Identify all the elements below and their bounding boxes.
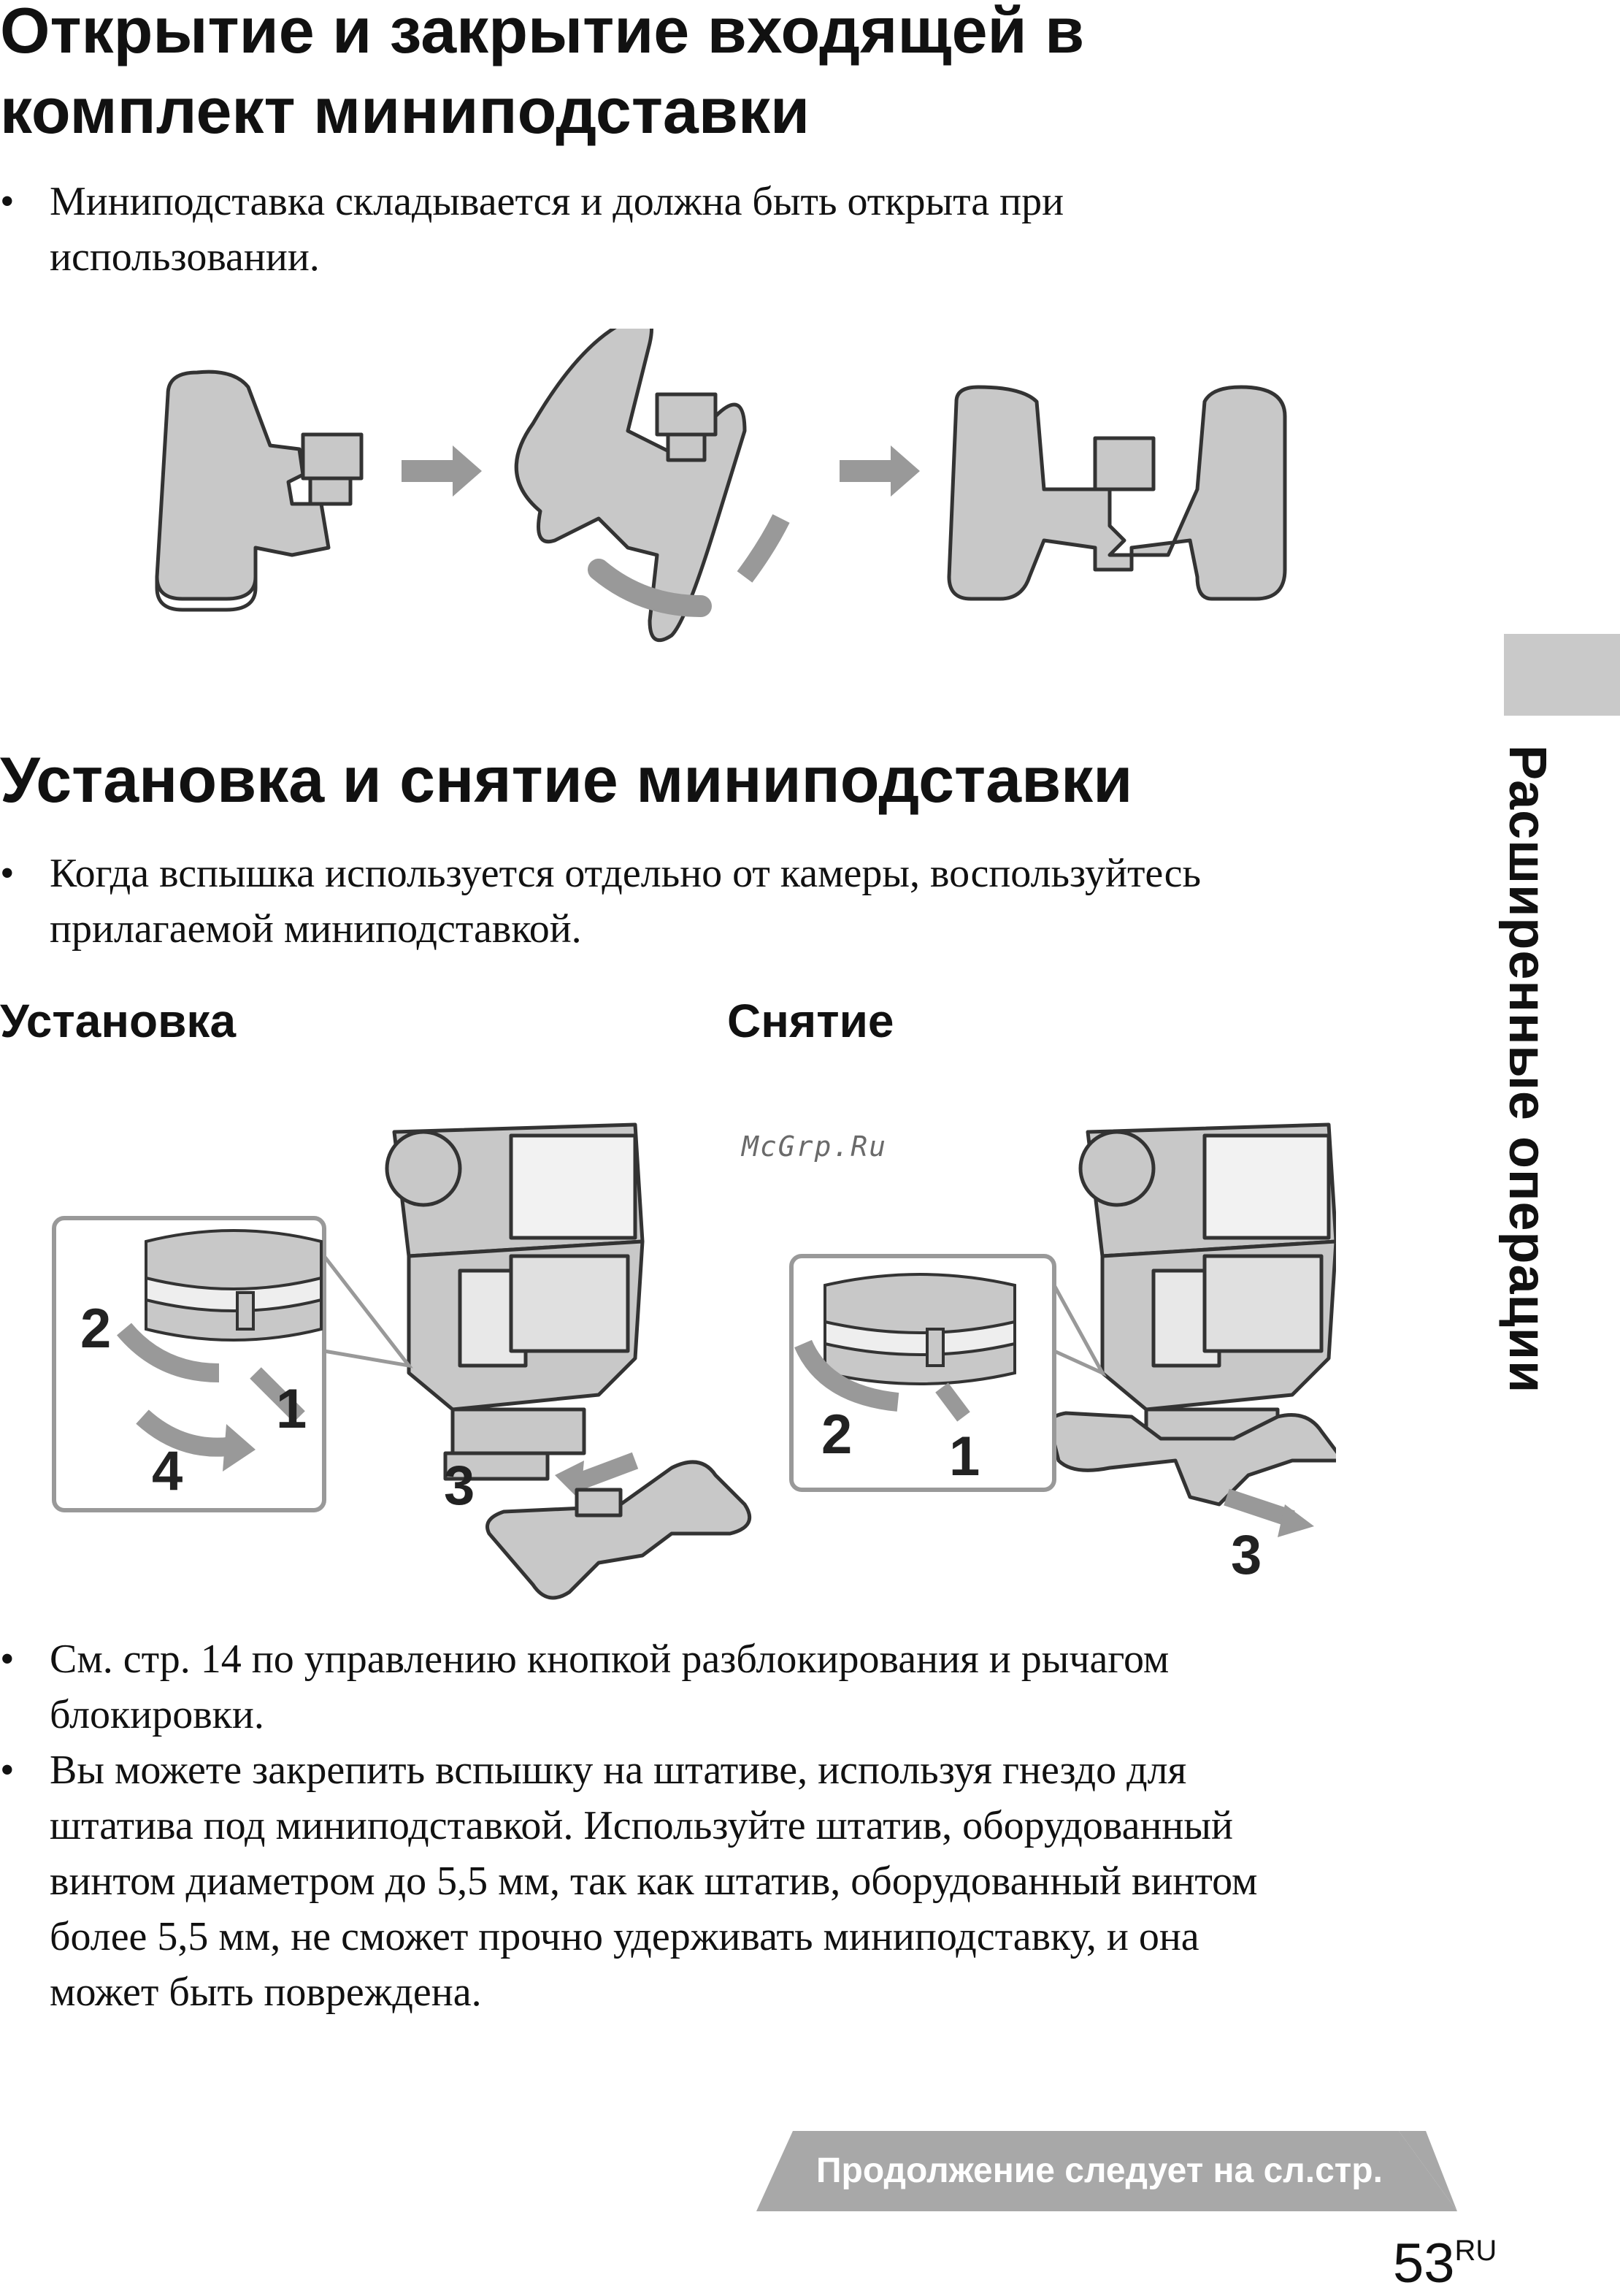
remove-step-1: 1	[949, 1426, 980, 1488]
page-number	[1393, 2232, 1497, 2296]
page-number-value: 53	[1393, 2232, 1455, 2295]
section2-title: Установка и снятие миниподставки	[0, 743, 1133, 816]
note-2-line4: более 5,5 мм, не сможет прочно удерживать миниподставку, и она	[50, 1914, 1199, 1959]
section2-bullet-line2: прилагаемой миниподставкой.	[50, 906, 582, 952]
side-section-label	[1483, 745, 1571, 1519]
watermark: McGrp.Ru	[742, 1130, 888, 1163]
install-illustration	[44, 1110, 767, 1607]
bullet-dot: •	[0, 851, 15, 896]
note-2-line3: винтом диаметром до 5,5 мм, так как штатив, оборудованный винтом	[50, 1859, 1258, 1904]
section1-title-line2: комплект миниподставки	[0, 74, 810, 147]
install-step-1: 1	[276, 1378, 307, 1440]
remove-step-2: 2	[821, 1404, 853, 1466]
note-2-line1: Вы можете закрепить вспышку на штативе, используя гнездо для	[50, 1748, 1187, 1793]
install-heading: Установка	[0, 995, 237, 1047]
section1-bullet-line1: Миниподставка складывается и должна быть открыта при	[50, 179, 1064, 224]
section1-bullet-line2: использовании.	[50, 234, 320, 280]
section1-bullet	[0, 174, 1453, 285]
mini-stand-opening-illustration	[146, 329, 1314, 650]
note-2	[0, 1742, 1453, 2020]
note-2-line5: может быть повреждена.	[50, 1970, 482, 2015]
note-1-line1: См. стр. 14 по управлению кнопкой разблокирования и рычагом	[50, 1637, 1170, 1682]
section1-title-line1: Открытие и закрытие входящей в	[0, 0, 1085, 66]
note-1	[0, 1631, 1453, 1742]
install-step-2: 2	[80, 1298, 112, 1360]
install-step-4: 4	[152, 1440, 183, 1502]
remove-step-3: 3	[1231, 1524, 1262, 1577]
page-number-suffix: RU	[1454, 2235, 1497, 2267]
remove-heading: Снятие	[727, 995, 894, 1047]
side-section-label-text: Расширенные операции	[1498, 745, 1556, 1394]
bullet-dot: •	[0, 1637, 15, 1682]
side-tab-marker	[1504, 634, 1620, 716]
continue-label: Продолжение следует на сл.стр.	[816, 2151, 1383, 2190]
note-1-line2: блокировки.	[50, 1692, 264, 1737]
bullet-dot: •	[0, 179, 15, 224]
section2-bullet-line1: Когда вспышка используется отдельно от камеры, воспользуйтесь	[50, 851, 1202, 896]
continue-banner	[756, 2131, 1457, 2211]
note-2-line2: штатива под миниподставкой. Используйте штатив, оборудованный	[50, 1803, 1233, 1848]
bullet-dot: •	[0, 1748, 15, 1793]
install-step-3: 3	[444, 1455, 475, 1517]
remove-illustration	[781, 1110, 1336, 1577]
section2-bullet	[0, 846, 1453, 957]
